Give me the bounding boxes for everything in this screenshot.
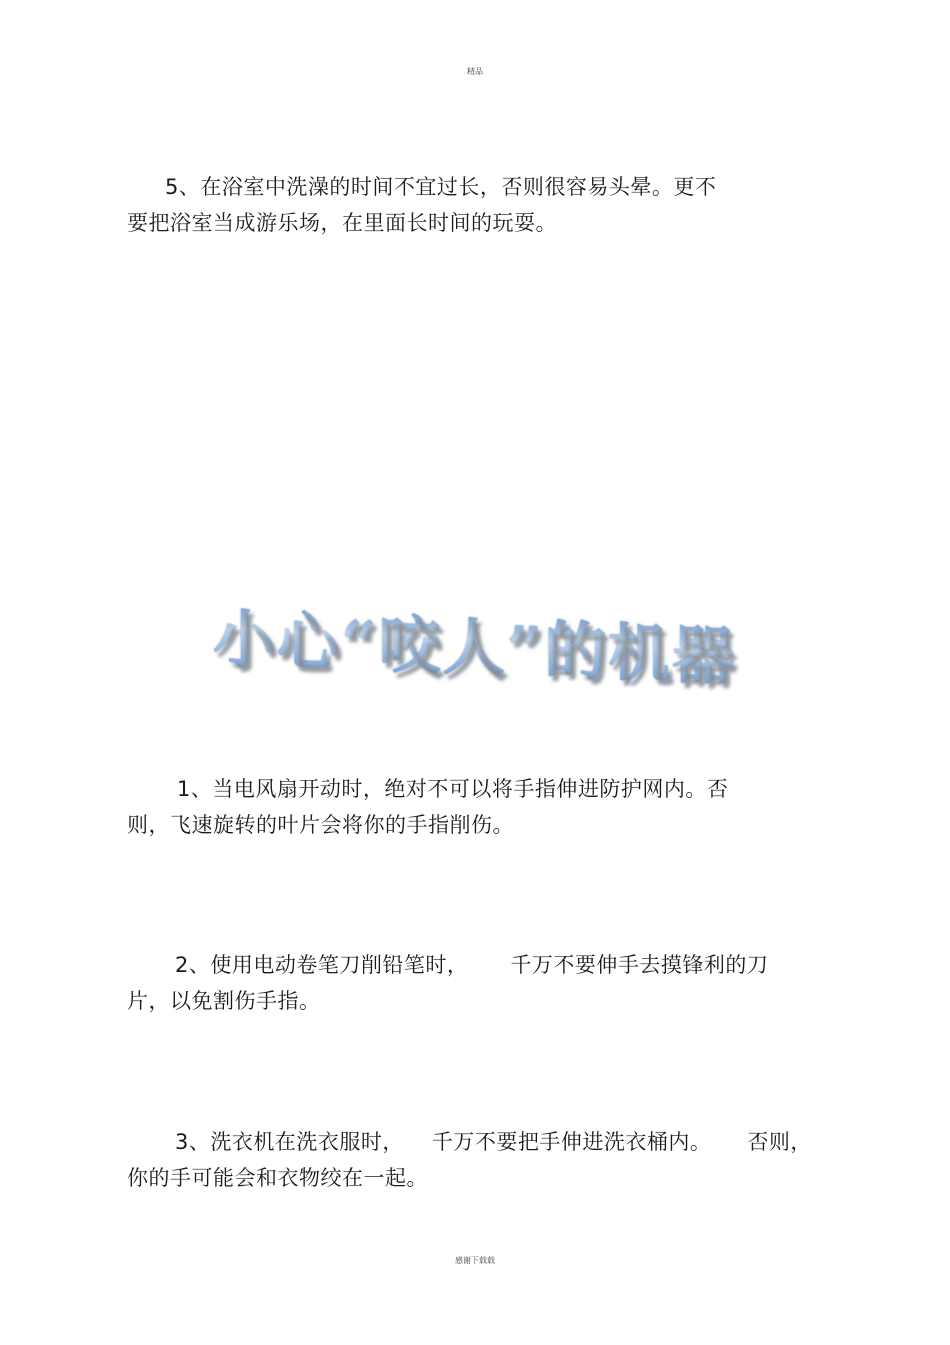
paragraph-line: 片，以免割伤手指。	[127, 989, 321, 1013]
paragraph-washing-machine	[127, 1124, 827, 1196]
paragraph-line	[127, 947, 827, 983]
paragraph-electric-fan	[127, 771, 827, 843]
paragraph-segment: 2、使用电动卷笔刀削铅笔时，	[175, 953, 469, 977]
page-footer-mark: 感谢下载载	[455, 1256, 495, 1265]
paragraph-line: 你的手可能会和衣物绞在一起。	[127, 1166, 428, 1190]
paragraph-line	[127, 1124, 827, 1160]
paragraph-pencil-sharpener	[127, 947, 827, 1019]
paragraph-segment: 千万不要伸手去摸锋利的刀	[510, 953, 769, 977]
paragraph-bathroom-safety	[127, 169, 827, 241]
paragraph-segment: 千万不要把手伸进洗衣桶内。	[431, 1130, 712, 1154]
paragraph-line: 5、在浴室中洗澡的时间不宜过长，否则很容易头晕。更不	[165, 175, 717, 199]
paragraph-segment: 否则，	[747, 1130, 812, 1154]
paragraph-line: 1、当电风扇开动时，绝对不可以将手指伸进防护网内。否	[177, 777, 729, 801]
paragraph-line: 要把浴室当成游乐场，在里面长时间的玩耍。	[127, 211, 557, 235]
paragraph-line: 则，飞速旋转的叶片会将你的手指削伤。	[127, 813, 514, 837]
section-banner	[0, 598, 950, 694]
page-header-mark: 精品	[467, 67, 483, 76]
banner-title: 小心“咬人”的机器	[213, 589, 736, 696]
paragraph-segment: 3、洗衣机在洗衣服时，	[175, 1130, 404, 1154]
